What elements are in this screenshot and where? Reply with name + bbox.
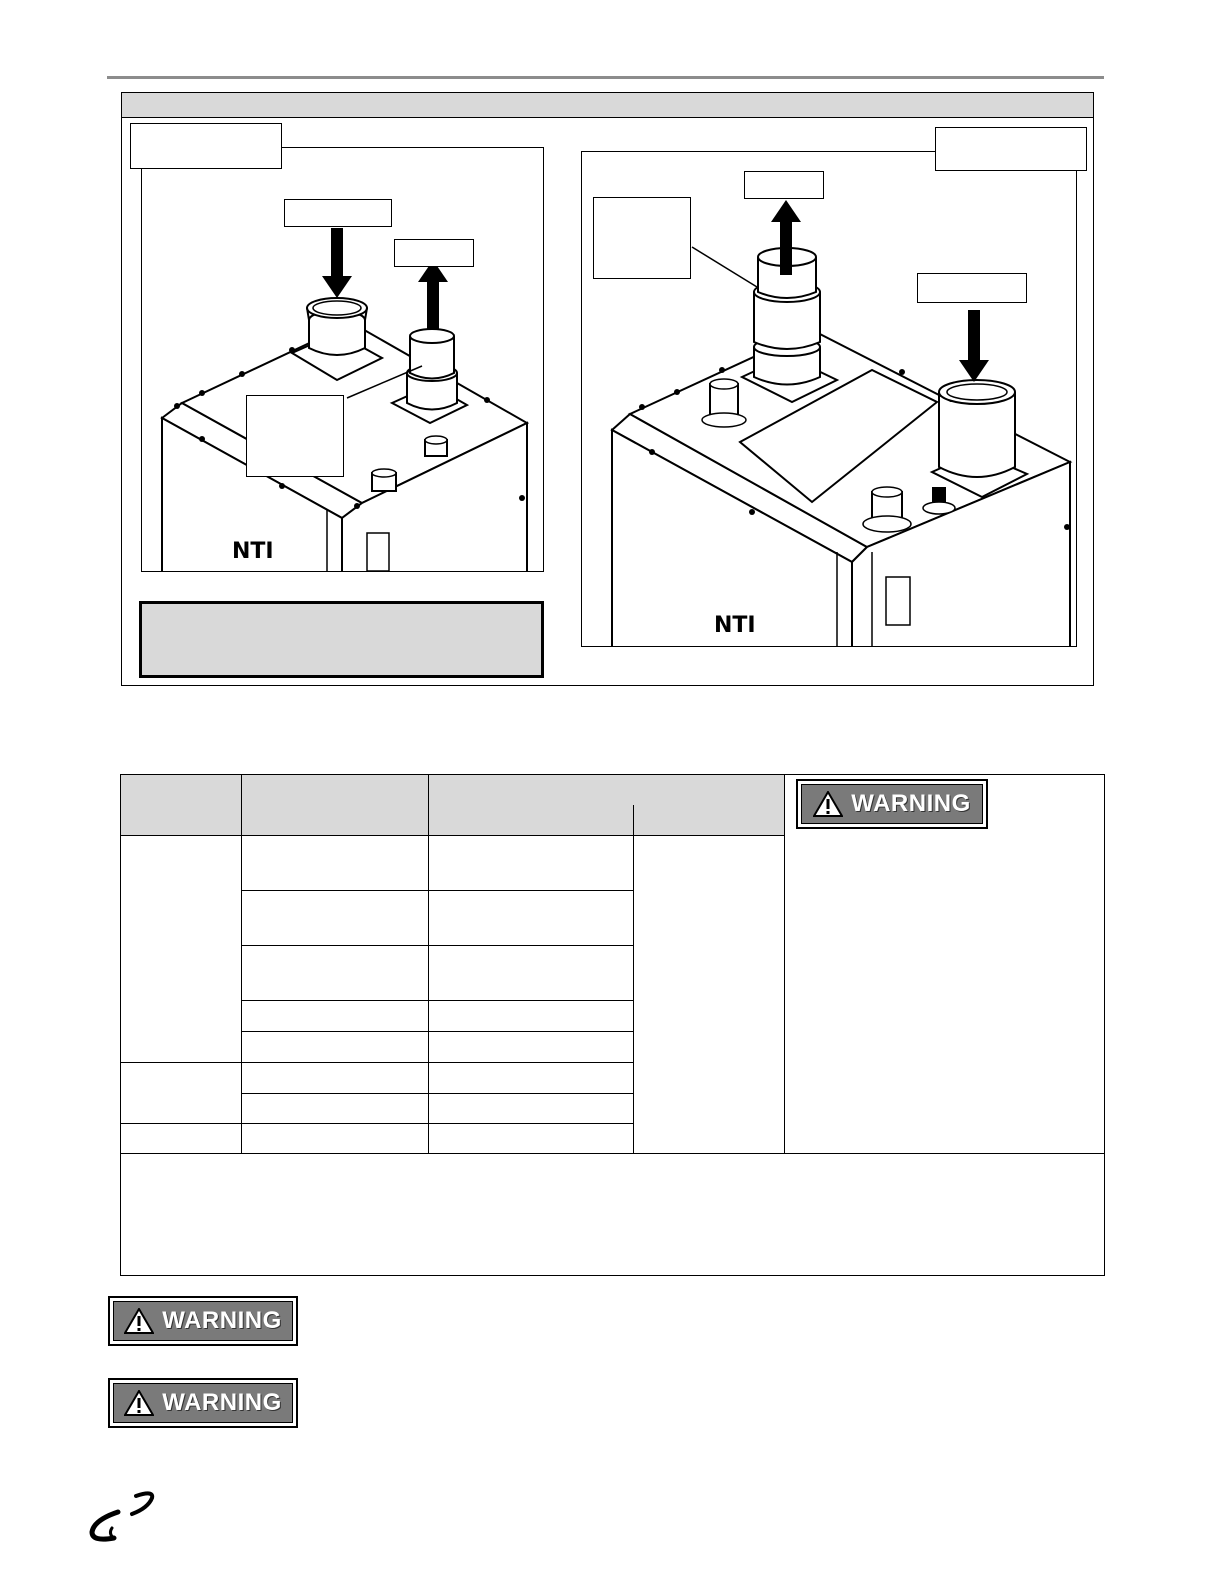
- left-exhaust-callout: [394, 239, 474, 267]
- left-intake-callout: [284, 199, 392, 227]
- right-pipe-callout: [593, 197, 691, 279]
- unit-logo-left: NTI: [232, 539, 274, 564]
- vent-connection-figure: [121, 92, 1094, 686]
- right-intake-callout: [917, 273, 1027, 303]
- table-warning-badge: [796, 779, 988, 829]
- warning-label: WARNING: [851, 790, 971, 817]
- warning-triangle-icon: [124, 1308, 154, 1334]
- warning-badge-2: [108, 1378, 298, 1428]
- company-logo-icon: [88, 1484, 160, 1544]
- left-pipe-callout: [246, 395, 344, 477]
- warning-badge-1: [108, 1296, 298, 1346]
- note-box: [139, 601, 544, 678]
- vent-material-table: [120, 774, 1105, 1276]
- warning-triangle-icon: [124, 1390, 154, 1416]
- figure-header-bar: [122, 93, 1093, 118]
- warning-triangle-icon: [813, 791, 843, 817]
- unit-logo-right: NTI: [714, 613, 756, 638]
- warning-label: WARNING: [162, 1307, 282, 1334]
- warning-label: WARNING: [162, 1389, 282, 1416]
- right-exhaust-callout: [744, 171, 824, 199]
- top-rule: [107, 76, 1104, 79]
- right-panel-title-callout: [935, 127, 1087, 171]
- table-header-row: [121, 775, 785, 835]
- left-panel-title-callout: [130, 123, 282, 169]
